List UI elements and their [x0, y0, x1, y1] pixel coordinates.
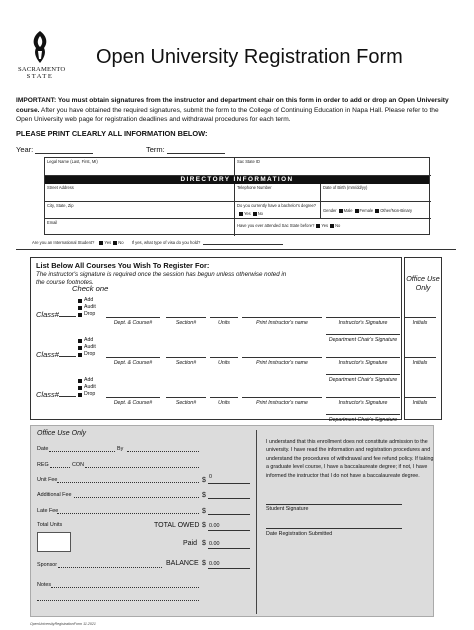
reg-label: REG [37, 462, 49, 468]
unit-fee-line [57, 482, 199, 483]
total-owed-line[interactable] [208, 530, 250, 531]
instructor-name-line[interactable] [242, 397, 322, 398]
audit-label: Audit [84, 304, 96, 310]
form-title: Open University Registration Form [96, 46, 403, 68]
late-fee-line [57, 513, 199, 514]
instructor-name-line[interactable] [242, 317, 322, 318]
class-number-line[interactable] [59, 311, 76, 317]
courses-note: The instructor's signature is required once the session has begun unless otherwise noted in the course footnotes. [36, 271, 287, 287]
intl-yes-label: Yes [104, 240, 112, 245]
instructor-signature-label: Instructor's Signature [338, 360, 388, 366]
street-field[interactable] [45, 184, 235, 202]
initials-line[interactable] [404, 317, 436, 318]
balance-value: 0.00 [209, 561, 220, 567]
class-option-drop[interactable] [78, 391, 96, 398]
email-label: Email [47, 220, 58, 225]
gender-female-checkbox[interactable] [355, 209, 359, 213]
audit-label: Audit [84, 384, 96, 390]
add-label: Add [84, 337, 94, 343]
class-number-label[interactable] [36, 390, 76, 399]
reg-line[interactable] [50, 467, 70, 468]
initials-label: Initials [412, 360, 428, 366]
dept-course-label: Dept. & Course# [113, 400, 153, 406]
logo-line-2: STATE [26, 73, 54, 80]
class-options [78, 377, 96, 398]
important-notice [16, 96, 456, 125]
term-label: Term: [146, 145, 165, 154]
city-label: City, State, Zip [47, 203, 74, 208]
class-number-line[interactable] [59, 351, 76, 357]
add-label: Add [84, 297, 94, 303]
paid-value: 0.00 [209, 541, 220, 547]
phone-field[interactable] [235, 184, 321, 202]
add-checkbox[interactable] [78, 379, 82, 383]
initials-label: Initials [412, 320, 428, 326]
degree-yes-checkbox[interactable] [239, 212, 243, 216]
acknowledgement-text: I understand that this enrollment does not constitute admission to the university. I have read the information and registration procedures and understand the procedures of withdrawal and fee refund policy. If taking a graduate level course, I have a baccalaureate degree; if not, I have informed the instructor that I do not have a baccalaureate degree. [266, 439, 434, 479]
dept-chair-signature-label: Department Chair's Signature [328, 377, 398, 383]
add-checkbox[interactable] [78, 299, 82, 303]
term-line[interactable] [167, 146, 225, 154]
late-fee-amount-line[interactable] [208, 514, 250, 515]
class-number-text: Class# [36, 310, 59, 319]
hornet-flame-logo-icon [29, 30, 51, 64]
office-use-only-label: Office Use Only [406, 274, 440, 292]
units-line[interactable] [210, 357, 238, 358]
email-field[interactable] [45, 219, 235, 236]
audit-checkbox[interactable] [78, 386, 82, 390]
unit-fee-dollar: $ [202, 477, 206, 484]
gender-female-label: Female [359, 208, 374, 213]
total-owed-value: 0.00 [209, 523, 220, 529]
legal-name-field[interactable] [45, 158, 235, 176]
instructor-signature-line[interactable] [326, 397, 400, 398]
dept-chair-signature-line[interactable] [326, 334, 400, 335]
dept-chair-signature-line[interactable] [326, 414, 400, 415]
date-submitted-label: Date Registration Submitted [266, 531, 333, 537]
notes-label: Notes [37, 582, 52, 588]
year-field[interactable] [16, 145, 93, 154]
units-label: Units [218, 360, 230, 366]
class-option-audit[interactable] [78, 304, 96, 311]
instructor-name-label: Print Instructor's name [256, 400, 308, 406]
unit-fee-label: Unit Fee [37, 477, 58, 483]
balance-label: BALANCE [166, 560, 199, 567]
class-option-audit[interactable] [78, 384, 96, 391]
class-option-drop[interactable] [78, 351, 96, 358]
degree-question-cell [235, 202, 321, 219]
check-one-label: Check one [72, 284, 109, 293]
instructor-signature-label: Instructor's Signature [338, 320, 388, 326]
attended-no-label: No [335, 223, 341, 228]
section-label: Section# [175, 360, 197, 366]
dept-chair-signature-label: Department Chair's Signature [328, 417, 398, 423]
sponsor-label: Sponsor [37, 562, 58, 568]
university-logo [18, 30, 66, 80]
dept-chair-signature-label: Department Chair's Signature [328, 337, 398, 343]
directory-table [44, 157, 430, 235]
initials-line[interactable] [404, 397, 436, 398]
degree-no-checkbox[interactable] [253, 212, 257, 216]
office-panel-divider [256, 430, 257, 614]
street-label: Street Address [47, 185, 74, 190]
units-label: Units [218, 400, 230, 406]
dob-label: Date of Birth (mm/dd/yy) [323, 185, 368, 190]
units-line[interactable] [210, 397, 238, 398]
con-label: CON [72, 462, 84, 468]
instructor-signature-label: Instructor's Signature [338, 400, 388, 406]
class-number-line[interactable] [59, 391, 76, 397]
gender-other-label: Other/Non-Binary [380, 208, 413, 213]
unit-fee-amount-line[interactable] [208, 483, 250, 484]
additional-fee-line [74, 497, 199, 498]
class-row [36, 377, 436, 423]
instructor-name-label: Print Instructor's name [256, 320, 308, 326]
attended-before-cell [235, 219, 431, 236]
dept-chair-signature-line[interactable] [326, 374, 400, 375]
office-use-title: Office Use Only [37, 430, 87, 437]
con-line[interactable] [85, 467, 199, 468]
audit-label: Audit [84, 344, 96, 350]
gender-male-label: Male [343, 208, 353, 213]
units-label: Units [218, 320, 230, 326]
directory-band: DIRECTORY INFORMATION [45, 176, 429, 184]
legal-name-label: Legal Name (Last, First, MI) [47, 159, 98, 164]
unit-fee-value: 0 [209, 474, 212, 480]
class-option-add[interactable] [78, 377, 96, 384]
drop-label: Drop [84, 391, 96, 397]
degree-yes-label: Yes [244, 211, 251, 216]
balance-dollar: $ [202, 560, 206, 567]
dept-course-label: Dept. & Course# [113, 360, 153, 366]
date-submitted-line[interactable] [266, 528, 402, 529]
student-signature-line[interactable] [266, 504, 402, 505]
total-owed-dollar: $ [202, 522, 206, 529]
dept-course-line[interactable] [106, 397, 160, 398]
section-line[interactable] [166, 397, 206, 398]
phone-label: Telephone Number [237, 185, 272, 190]
degree-question-label: Do you currently have a bachelor's degree? [237, 203, 317, 208]
audit-checkbox[interactable] [78, 306, 82, 310]
add-checkbox[interactable] [78, 339, 82, 343]
add-label: Add [84, 377, 94, 383]
date-line[interactable] [49, 451, 115, 452]
instructor-name-line[interactable] [242, 357, 322, 358]
initials-label: Initials [412, 400, 428, 406]
late-fee-dollar: $ [202, 508, 206, 515]
term-field[interactable] [146, 145, 225, 154]
drop-label: Drop [84, 311, 96, 317]
class-options [78, 297, 96, 318]
intl-no-label: No [118, 240, 124, 245]
notes-line-2[interactable] [37, 600, 199, 601]
attended-before-label: Have you ever attended Sac State before? [237, 223, 315, 228]
print-clearly-note: PLEASE PRINT CLEARLY ALL INFORMATION BELOW: [16, 129, 208, 138]
balance-line[interactable] [208, 568, 250, 569]
attended-yes-label: Yes [321, 223, 329, 228]
courses-heading: List Below All Courses You Wish To Register For: [36, 261, 210, 270]
instructor-signature-line[interactable] [326, 317, 400, 318]
gender-label: Gender [323, 208, 337, 213]
dob-field[interactable] [321, 184, 431, 202]
drop-checkbox[interactable] [78, 313, 82, 317]
drop-checkbox[interactable] [78, 353, 82, 357]
section-line[interactable] [166, 357, 206, 358]
sac-state-id-field[interactable] [235, 158, 431, 176]
year-line[interactable] [35, 146, 93, 154]
audit-checkbox[interactable] [78, 346, 82, 350]
gender-male-checkbox[interactable] [339, 209, 343, 213]
drop-label: Drop [84, 351, 96, 357]
additional-fee-amount-line[interactable] [208, 498, 250, 499]
paid-label: Paid [183, 540, 198, 547]
sac-state-id-label: Sac State ID [237, 159, 260, 164]
logo-line-1: SACRAMENTO [18, 66, 66, 73]
class-number-text: Class# [36, 350, 59, 359]
form-footer-code: OpenUniversityRegistrationForm 11.2021 [30, 622, 96, 626]
additional-fee-dollar: $ [202, 492, 206, 499]
class-row [36, 297, 436, 343]
section-line[interactable] [166, 317, 206, 318]
degree-no-label: No [257, 211, 263, 216]
dept-course-line[interactable] [106, 317, 160, 318]
total-units-box[interactable] [37, 532, 71, 552]
class-option-audit[interactable] [78, 344, 96, 351]
class-option-drop[interactable] [78, 311, 96, 318]
year-label: Year: [16, 145, 34, 154]
international-question: Are you an International Student? [32, 240, 95, 245]
instructor-signature-line[interactable] [326, 357, 400, 358]
late-fee-label: Late Fee [37, 508, 59, 514]
international-student-row [32, 240, 283, 245]
by-label: By [117, 446, 124, 452]
class-row [36, 337, 436, 383]
visa-input-line[interactable] [203, 240, 283, 245]
section-divider [16, 249, 456, 250]
notes-line-1[interactable] [51, 587, 199, 588]
city-field[interactable] [45, 202, 235, 219]
degree-options [237, 211, 318, 216]
paid-line[interactable] [208, 548, 250, 549]
class-option-add[interactable] [78, 297, 96, 304]
class-options [78, 337, 96, 358]
important-rest-text: After you have obtained the required signatures, submit the form to the College of Continuing Education in Napa Hall. Please refer to the Open University web page for registration deadlines and withdrawal procedures for each term. [16, 106, 439, 124]
class-number-label[interactable] [36, 350, 76, 359]
class-number-label[interactable] [36, 310, 76, 319]
gender-cell [321, 202, 431, 219]
gender-other-checkbox[interactable] [375, 209, 379, 213]
attended-yes-checkbox[interactable] [316, 224, 320, 228]
additional-fee-label: Additional Fee [37, 492, 72, 498]
drop-checkbox[interactable] [78, 393, 82, 397]
important-bold-text: IMPORTANT: You must obtain signatures from the instructor and department chair on this form in order to add or drop an Open University course. [16, 97, 449, 114]
units-line[interactable] [210, 317, 238, 318]
attended-no-checkbox[interactable] [330, 224, 334, 228]
dept-course-line[interactable] [106, 357, 160, 358]
paid-dollar: $ [202, 540, 206, 547]
total-units-label: Total Units [37, 522, 63, 528]
by-line[interactable] [127, 451, 199, 452]
student-signature-label: Student Signature [266, 506, 309, 512]
visa-question: If yes, what type of visa do you hold? [131, 240, 201, 245]
class-number-text: Class# [36, 390, 59, 399]
dept-course-label: Dept. & Course# [113, 320, 153, 326]
date-label: Date [37, 446, 49, 452]
section-label: Section# [175, 320, 197, 326]
initials-line[interactable] [404, 357, 436, 358]
intl-yes-checkbox[interactable] [99, 241, 103, 245]
section-label: Section# [175, 400, 197, 406]
sponsor-line[interactable] [58, 567, 162, 568]
intl-no-checkbox[interactable] [113, 241, 117, 245]
total-owed-label: TOTAL OWED [154, 522, 200, 529]
class-option-add[interactable] [78, 337, 96, 344]
instructor-name-label: Print Instructor's name [256, 360, 308, 366]
